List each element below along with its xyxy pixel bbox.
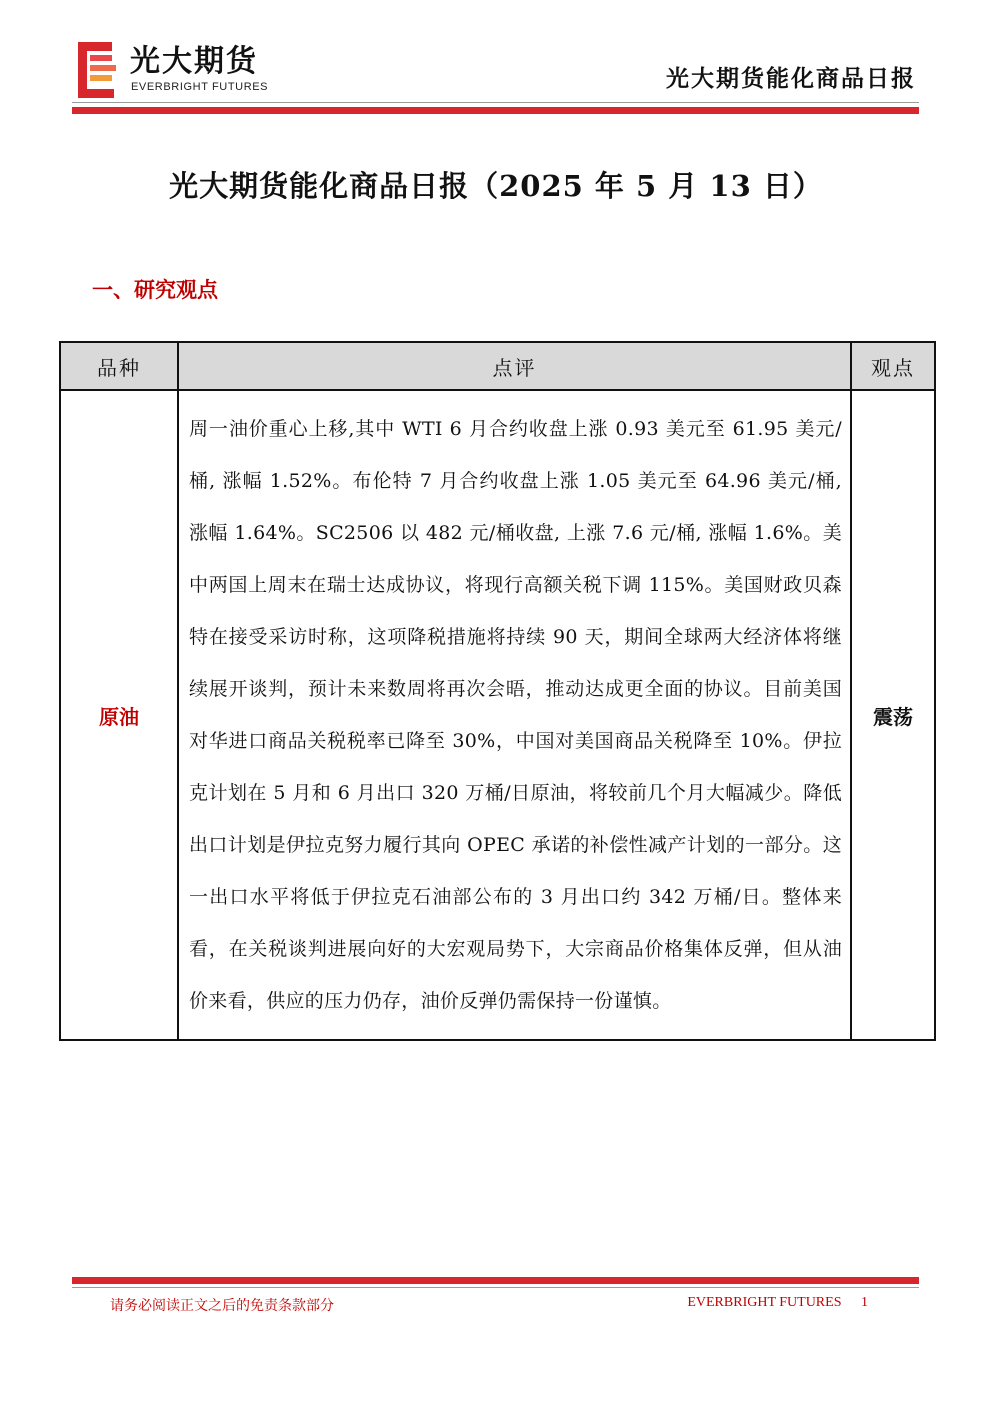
footer-company: EVERBRIGHT FUTURES (687, 1295, 842, 1310)
view-cell: 震荡 (851, 390, 935, 1040)
comment-cell: 周一油价重心上移,其中 WTI 6 月合约收盘上涨 0.93 美元至 61.95 美元/桶, 涨幅 1.52%。布伦特 7 月合约收盘上涨 1.05 美元至 64.96 美元/桶, 涨幅 1.64%。SC2506 以 482 元/桶收盘, 上涨 7.6 元/桶, 涨幅 1.6%。美中两国上周末在瑞士达成协议，将现行高额关税下调 115%。美国财政贝森特在接受采访时称，这项降税措施将持续 90 天，期间全球两大经济体将继续展开谈判，预计未来数周将再次会晤，推动达成更全面的协议。目前美国对华进口商品关税税率已降至 30%，中国对美国商品关税降至 10%。伊拉克计划在 5 月和 6 月出口 320 万桶/日原油，将较前几个月大幅减少。降低出口计划是伊拉克努力履行其向 OPEC 承诺的补偿性减产计划的一部分。这一出口水平将低于伊拉克石油部公布的 3 月出口约 342 万桶/日。整体来看，在关税谈判进展向好的大宏观局势下，大宗商品价格集体反弹，但从油价来看，供应的压力仍存，油价反弹仍需保持一份谨慎。 (178, 390, 851, 1040)
company-logo (78, 42, 278, 98)
page-number: 1 (861, 1295, 868, 1310)
table-header-row (60, 342, 935, 390)
research-views-table (59, 341, 936, 1041)
logo-chinese-name: 光大期货 (130, 44, 258, 79)
section-title: 一、研究观点 (92, 277, 218, 302)
header-variety: 品种 (60, 342, 178, 390)
footer-company-page (687, 1295, 868, 1311)
header-report-name: 光大期货能化商品日报 (666, 65, 916, 92)
header-divider-red (72, 107, 919, 114)
header-comment: 点评 (178, 342, 851, 390)
header-view: 观点 (851, 342, 935, 390)
footer-divider-red (72, 1277, 919, 1284)
header-divider-thin (72, 102, 919, 103)
everbright-logo-icon (78, 42, 118, 98)
logo-english-name: EVERBRIGHT FUTURES (131, 81, 269, 93)
table-row (60, 390, 935, 1040)
footer-divider-thin (72, 1287, 919, 1288)
document-title: 光大期货能化商品日报（2025 年 5 月 13 日） (169, 169, 823, 203)
variety-cell: 原油 (60, 390, 178, 1040)
footer-disclaimer: 请务必阅读正文之后的免责条款部分 (110, 1298, 334, 1314)
